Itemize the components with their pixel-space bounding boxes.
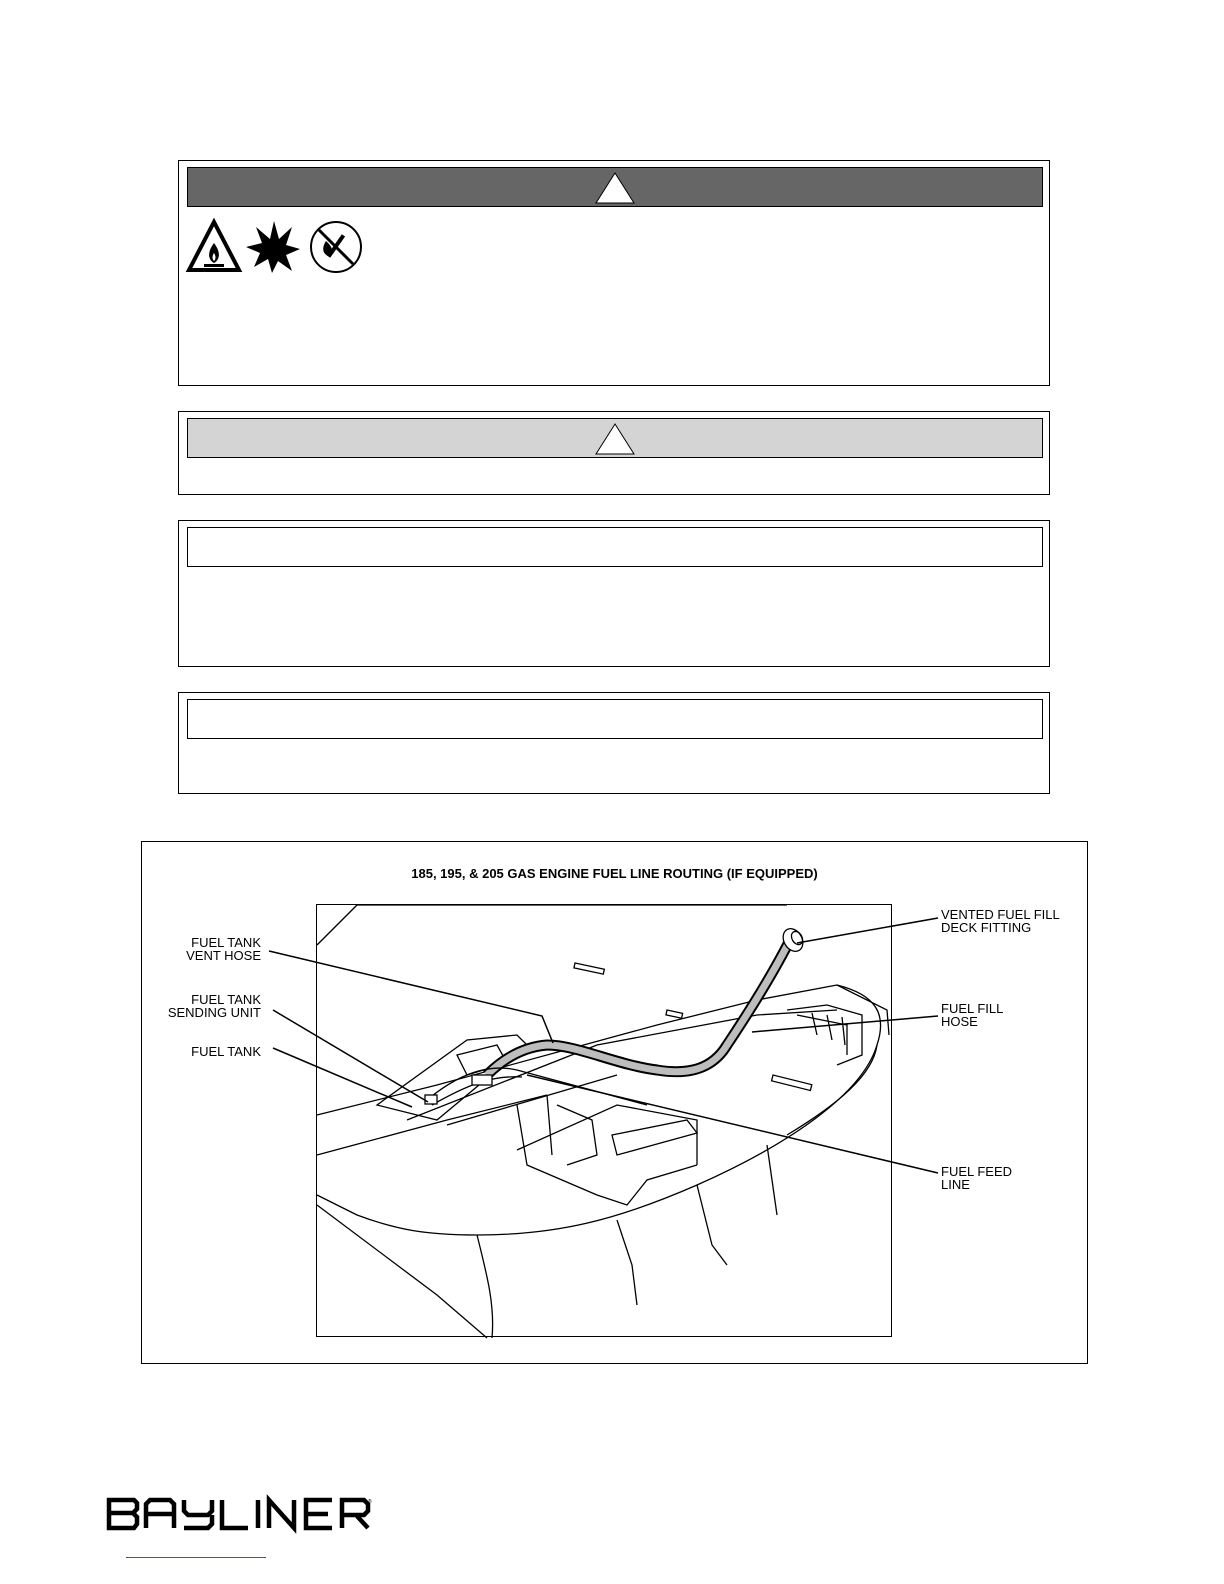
caution-box	[178, 411, 1050, 495]
notice-box	[178, 520, 1050, 667]
notice-box-2	[178, 692, 1050, 794]
fuel-tank-label: FUEL TANK	[191, 1044, 261, 1059]
flammable-icon	[189, 222, 239, 270]
notice-2-header-bar	[187, 699, 1043, 739]
bayliner-logo	[106, 1497, 370, 1531]
fill-hose-label: FUEL FILL HOSE	[941, 1001, 1004, 1029]
svg-text:®: ®	[368, 1499, 372, 1505]
no-open-flame-icon	[311, 222, 361, 272]
feed-line-label: FUEL FEED LINE	[941, 1164, 1013, 1192]
vent-hose-label: FUEL TANK VENT HOSE	[186, 935, 261, 963]
caution-triangle-icon	[595, 423, 635, 455]
explosion-icon	[246, 221, 300, 273]
warning-header-bar	[187, 167, 1043, 207]
caution-header-bar	[187, 418, 1043, 458]
sending-unit-label: FUEL TANK SENDING UNIT	[167, 992, 261, 1020]
footer-link-underline[interactable]	[126, 1557, 266, 1558]
warning-box	[178, 160, 1050, 386]
figure-title: 185, 195, & 205 GAS ENGINE FUEL LINE ROUTING (IF EQUIPPED)	[411, 866, 818, 881]
vented-fill-label: VENTED FUEL FILL DECK FITTING	[941, 907, 1060, 935]
hazard-icons	[188, 219, 366, 275]
notice-header-bar	[187, 527, 1043, 567]
warning-triangle-icon	[595, 172, 635, 204]
fuel-routing-figure	[141, 841, 1088, 1364]
